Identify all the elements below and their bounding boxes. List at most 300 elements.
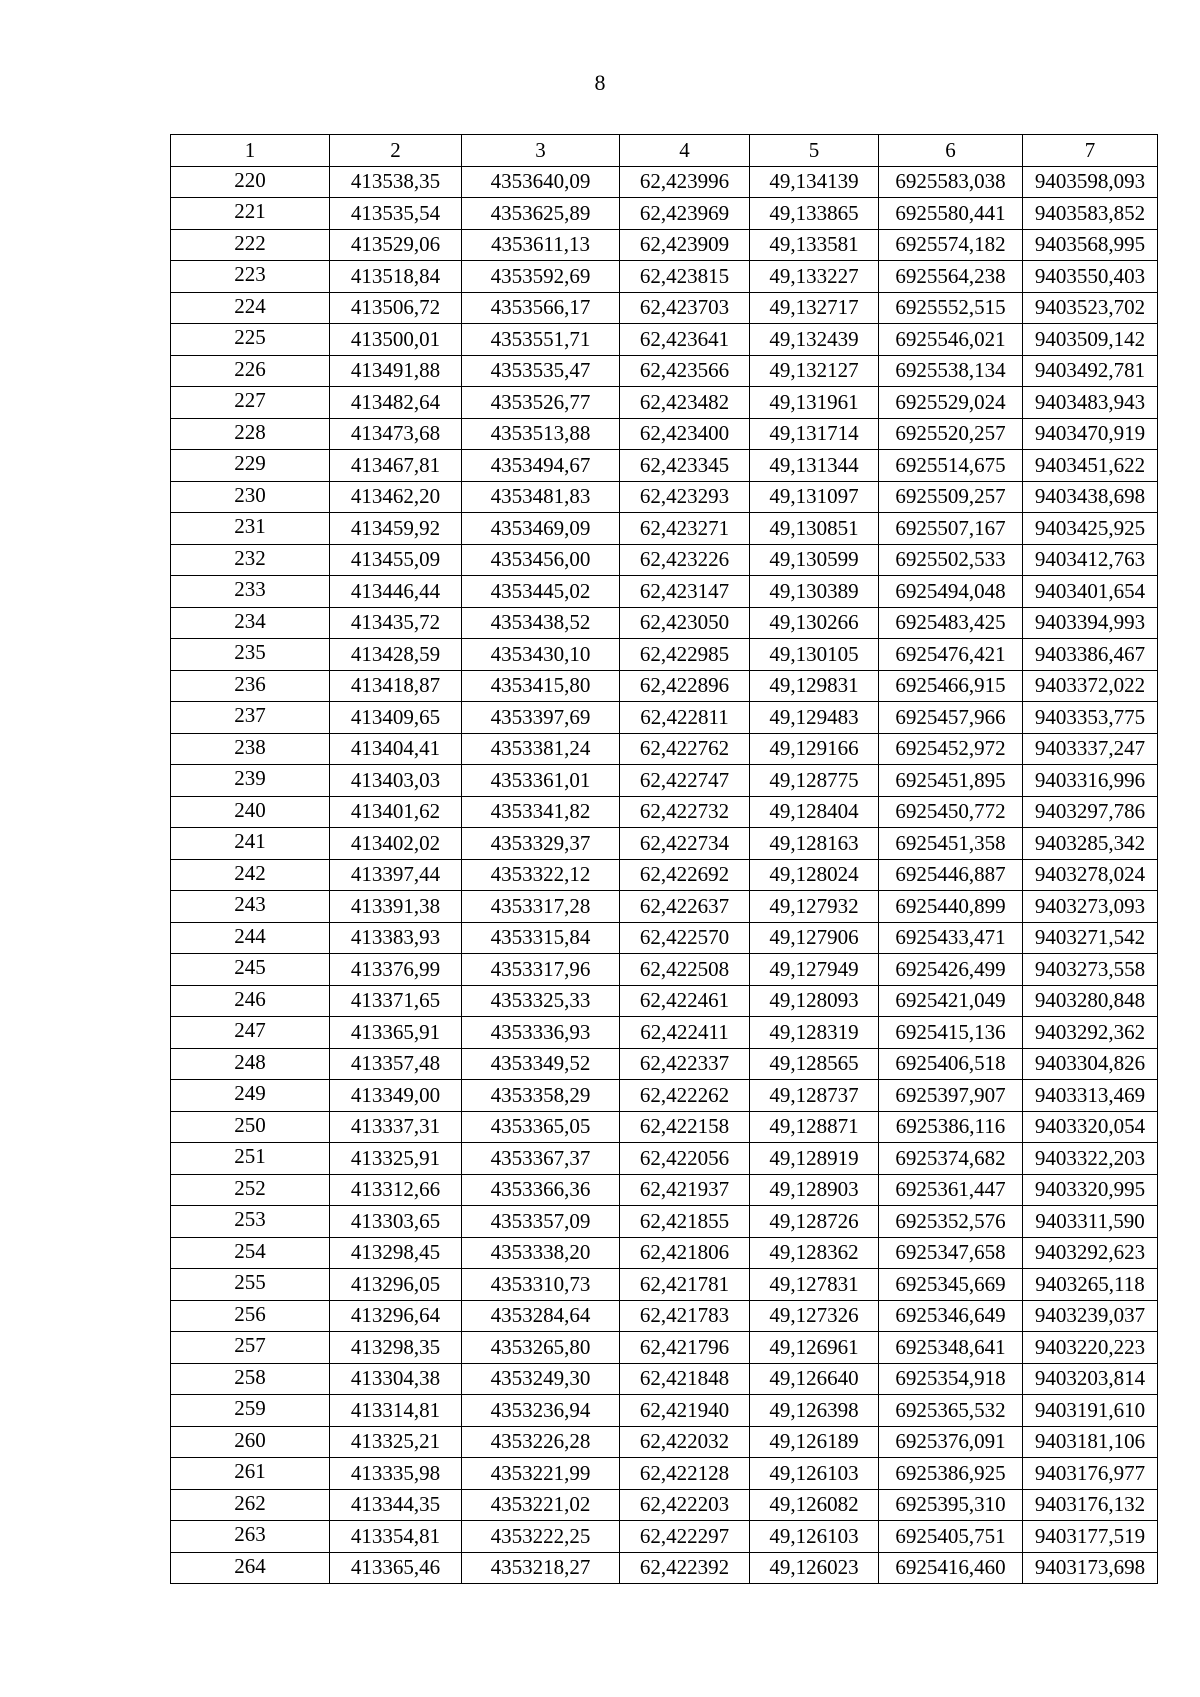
table-cell: 6925552,515 bbox=[879, 292, 1023, 324]
table-cell: 49,126961 bbox=[750, 1332, 879, 1364]
table-cell: 62,422128 bbox=[620, 1458, 750, 1490]
table-cell: 49,127949 bbox=[750, 954, 879, 986]
table-cell: 62,422732 bbox=[620, 796, 750, 828]
point-number-cell: 260 bbox=[171, 1426, 330, 1458]
table-cell: 4353611,13 bbox=[462, 229, 620, 261]
table-cell: 9403313,469 bbox=[1023, 1080, 1158, 1112]
point-number-cell: 248 bbox=[171, 1048, 330, 1080]
table-cell: 6925457,966 bbox=[879, 702, 1023, 734]
table-cell: 49,133581 bbox=[750, 229, 879, 261]
table-cell: 4353226,28 bbox=[462, 1426, 620, 1458]
column-header: 7 bbox=[1023, 135, 1158, 167]
table-cell: 9403285,342 bbox=[1023, 828, 1158, 860]
table-cell: 4353317,96 bbox=[462, 954, 620, 986]
table-cell: 62,422896 bbox=[620, 670, 750, 702]
point-number-cell: 225 bbox=[171, 324, 330, 356]
table-cell: 9403337,247 bbox=[1023, 733, 1158, 765]
table-cell: 9403191,610 bbox=[1023, 1395, 1158, 1427]
table-cell: 9403386,467 bbox=[1023, 639, 1158, 671]
point-number-cell: 261 bbox=[171, 1458, 330, 1490]
table-cell: 49,129483 bbox=[750, 702, 879, 734]
table-cell: 62,423996 bbox=[620, 166, 750, 198]
table-cell: 62,422262 bbox=[620, 1080, 750, 1112]
table-cell: 62,422056 bbox=[620, 1143, 750, 1175]
table-cell: 62,422392 bbox=[620, 1552, 750, 1584]
table-cell: 6925583,038 bbox=[879, 166, 1023, 198]
table-row bbox=[171, 607, 1158, 639]
table-cell: 62,422811 bbox=[620, 702, 750, 734]
table-cell: 413482,64 bbox=[330, 387, 462, 419]
table-cell: 6925450,772 bbox=[879, 796, 1023, 828]
table-cell: 6925546,021 bbox=[879, 324, 1023, 356]
point-number-cell: 259 bbox=[171, 1395, 330, 1427]
table-cell: 9403320,995 bbox=[1023, 1174, 1158, 1206]
table-cell: 4353341,82 bbox=[462, 796, 620, 828]
table-cell: 6925451,895 bbox=[879, 765, 1023, 797]
table-cell: 4353469,09 bbox=[462, 513, 620, 545]
table-row bbox=[171, 1174, 1158, 1206]
table-cell: 9403220,223 bbox=[1023, 1332, 1158, 1364]
table-cell: 4353366,36 bbox=[462, 1174, 620, 1206]
table-cell: 9403265,118 bbox=[1023, 1269, 1158, 1301]
table-cell: 6925415,136 bbox=[879, 1017, 1023, 1049]
table-cell: 413506,72 bbox=[330, 292, 462, 324]
table-cell: 6925421,049 bbox=[879, 985, 1023, 1017]
table-row bbox=[171, 1395, 1158, 1427]
table-cell: 62,422203 bbox=[620, 1489, 750, 1521]
table-cell: 62,421783 bbox=[620, 1300, 750, 1332]
table-cell: 6925346,649 bbox=[879, 1300, 1023, 1332]
table-row bbox=[171, 229, 1158, 261]
point-number-cell: 245 bbox=[171, 954, 330, 986]
table-cell: 6925345,669 bbox=[879, 1269, 1023, 1301]
table-cell: 6925514,675 bbox=[879, 450, 1023, 482]
table-cell: 9403353,775 bbox=[1023, 702, 1158, 734]
table-cell: 49,130266 bbox=[750, 607, 879, 639]
table-cell: 62,423293 bbox=[620, 481, 750, 513]
table-cell: 413335,98 bbox=[330, 1458, 462, 1490]
table-cell: 413371,65 bbox=[330, 985, 462, 1017]
table-cell: 9403583,852 bbox=[1023, 198, 1158, 230]
table-cell: 6925397,907 bbox=[879, 1080, 1023, 1112]
table-cell: 9403320,054 bbox=[1023, 1111, 1158, 1143]
table-cell: 413337,31 bbox=[330, 1111, 462, 1143]
point-number-cell: 257 bbox=[171, 1332, 330, 1364]
table-cell: 4353338,20 bbox=[462, 1237, 620, 1269]
table-cell: 6925452,972 bbox=[879, 733, 1023, 765]
table-cell: 4353526,77 bbox=[462, 387, 620, 419]
table-cell: 413365,46 bbox=[330, 1552, 462, 1584]
table-row bbox=[171, 922, 1158, 954]
table-cell: 413298,35 bbox=[330, 1332, 462, 1364]
table-row bbox=[171, 544, 1158, 576]
table-row bbox=[171, 733, 1158, 765]
table-cell: 413314,81 bbox=[330, 1395, 462, 1427]
table-row bbox=[171, 292, 1158, 324]
table-row bbox=[171, 1458, 1158, 1490]
table-cell: 4353513,88 bbox=[462, 418, 620, 450]
table-cell: 6925574,182 bbox=[879, 229, 1023, 261]
table-cell: 49,132439 bbox=[750, 324, 879, 356]
table-cell: 49,132717 bbox=[750, 292, 879, 324]
table-row bbox=[171, 891, 1158, 923]
table-row bbox=[171, 765, 1158, 797]
table-cell: 413383,93 bbox=[330, 922, 462, 954]
table-cell: 413459,92 bbox=[330, 513, 462, 545]
point-number-cell: 247 bbox=[171, 1017, 330, 1049]
table-cell: 9403451,622 bbox=[1023, 450, 1158, 482]
table-row bbox=[171, 985, 1158, 1017]
coordinates-table bbox=[170, 134, 1158, 1584]
table-row bbox=[171, 1111, 1158, 1143]
table-cell: 9403372,022 bbox=[1023, 670, 1158, 702]
table-cell: 4353222,25 bbox=[462, 1521, 620, 1553]
table-cell: 49,127831 bbox=[750, 1269, 879, 1301]
table-cell: 6925509,257 bbox=[879, 481, 1023, 513]
table-cell: 9403425,925 bbox=[1023, 513, 1158, 545]
point-number-cell: 253 bbox=[171, 1206, 330, 1238]
point-number-cell: 231 bbox=[171, 513, 330, 545]
table-row bbox=[171, 481, 1158, 513]
table-cell: 4353438,52 bbox=[462, 607, 620, 639]
table-cell: 49,130105 bbox=[750, 639, 879, 671]
table-cell: 9403394,993 bbox=[1023, 607, 1158, 639]
point-number-cell: 223 bbox=[171, 261, 330, 293]
table-cell: 413296,05 bbox=[330, 1269, 462, 1301]
table-cell: 413298,45 bbox=[330, 1237, 462, 1269]
table-row bbox=[171, 1332, 1158, 1364]
table-cell: 413535,54 bbox=[330, 198, 462, 230]
table-cell: 413397,44 bbox=[330, 859, 462, 891]
table-cell: 413376,99 bbox=[330, 954, 462, 986]
table-cell: 9403598,093 bbox=[1023, 166, 1158, 198]
table-cell: 413344,35 bbox=[330, 1489, 462, 1521]
table-cell: 6925507,167 bbox=[879, 513, 1023, 545]
table-cell: 62,423400 bbox=[620, 418, 750, 450]
table-cell: 4353456,00 bbox=[462, 544, 620, 576]
table-cell: 49,128404 bbox=[750, 796, 879, 828]
point-number-cell: 243 bbox=[171, 891, 330, 923]
table-cell: 62,423641 bbox=[620, 324, 750, 356]
table-cell: 49,128871 bbox=[750, 1111, 879, 1143]
table-cell: 9403176,977 bbox=[1023, 1458, 1158, 1490]
table-cell: 62,422158 bbox=[620, 1111, 750, 1143]
table-cell: 4353535,47 bbox=[462, 355, 620, 387]
table-cell: 4353322,12 bbox=[462, 859, 620, 891]
table-cell: 4353494,67 bbox=[462, 450, 620, 482]
table-cell: 413296,64 bbox=[330, 1300, 462, 1332]
table-cell: 413473,68 bbox=[330, 418, 462, 450]
column-header: 6 bbox=[879, 135, 1023, 167]
table-cell: 49,129166 bbox=[750, 733, 879, 765]
table-cell: 413500,01 bbox=[330, 324, 462, 356]
table-cell: 6925483,425 bbox=[879, 607, 1023, 639]
table-cell: 413435,72 bbox=[330, 607, 462, 639]
table-cell: 6925406,518 bbox=[879, 1048, 1023, 1080]
table-cell: 49,128024 bbox=[750, 859, 879, 891]
table-cell: 9403297,786 bbox=[1023, 796, 1158, 828]
table-cell: 9403203,814 bbox=[1023, 1363, 1158, 1395]
table-cell: 6925376,091 bbox=[879, 1426, 1023, 1458]
table-cell: 413402,02 bbox=[330, 828, 462, 860]
table-cell: 4353361,01 bbox=[462, 765, 620, 797]
table-cell: 6925347,658 bbox=[879, 1237, 1023, 1269]
table-cell: 6925529,024 bbox=[879, 387, 1023, 419]
table-cell: 49,129831 bbox=[750, 670, 879, 702]
table-cell: 49,126640 bbox=[750, 1363, 879, 1395]
table-cell: 9403173,698 bbox=[1023, 1552, 1158, 1584]
table-cell: 49,126082 bbox=[750, 1489, 879, 1521]
table-cell: 6925354,918 bbox=[879, 1363, 1023, 1395]
table-cell: 4353551,71 bbox=[462, 324, 620, 356]
table-cell: 49,128319 bbox=[750, 1017, 879, 1049]
table-cell: 62,422734 bbox=[620, 828, 750, 860]
table-row bbox=[171, 1017, 1158, 1049]
table-cell: 9403239,037 bbox=[1023, 1300, 1158, 1332]
table-cell: 62,423566 bbox=[620, 355, 750, 387]
table-row bbox=[171, 261, 1158, 293]
table-row bbox=[171, 1237, 1158, 1269]
table-cell: 62,422337 bbox=[620, 1048, 750, 1080]
table-row bbox=[171, 450, 1158, 482]
table-cell: 49,127906 bbox=[750, 922, 879, 954]
table-row bbox=[171, 1552, 1158, 1584]
point-number-cell: 222 bbox=[171, 229, 330, 261]
table-cell: 413325,21 bbox=[330, 1426, 462, 1458]
table-cell: 4353284,64 bbox=[462, 1300, 620, 1332]
table-cell: 413312,66 bbox=[330, 1174, 462, 1206]
table-cell: 9403523,702 bbox=[1023, 292, 1158, 324]
table-cell: 49,126023 bbox=[750, 1552, 879, 1584]
table-row bbox=[171, 355, 1158, 387]
table-cell: 9403509,142 bbox=[1023, 324, 1158, 356]
table-cell: 9403568,995 bbox=[1023, 229, 1158, 261]
table-row bbox=[171, 1143, 1158, 1175]
point-number-cell: 264 bbox=[171, 1552, 330, 1584]
table-cell: 413518,84 bbox=[330, 261, 462, 293]
table-cell: 413462,20 bbox=[330, 481, 462, 513]
table-cell: 9403273,558 bbox=[1023, 954, 1158, 986]
table-header-row bbox=[171, 135, 1158, 167]
table-cell: 6925433,471 bbox=[879, 922, 1023, 954]
table-cell: 6925466,915 bbox=[879, 670, 1023, 702]
point-number-cell: 234 bbox=[171, 607, 330, 639]
table-cell: 413491,88 bbox=[330, 355, 462, 387]
table-cell: 9403311,590 bbox=[1023, 1206, 1158, 1238]
table-cell: 9403412,763 bbox=[1023, 544, 1158, 576]
table-cell: 49,128726 bbox=[750, 1206, 879, 1238]
table-cell: 9403271,542 bbox=[1023, 922, 1158, 954]
table-cell: 4353381,24 bbox=[462, 733, 620, 765]
table-cell: 6925580,441 bbox=[879, 198, 1023, 230]
table-cell: 9403181,106 bbox=[1023, 1426, 1158, 1458]
point-number-cell: 255 bbox=[171, 1269, 330, 1301]
table-cell: 413325,91 bbox=[330, 1143, 462, 1175]
table-cell: 6925476,421 bbox=[879, 639, 1023, 671]
table-row bbox=[171, 1489, 1158, 1521]
point-number-cell: 232 bbox=[171, 544, 330, 576]
table-cell: 62,423909 bbox=[620, 229, 750, 261]
point-number-cell: 238 bbox=[171, 733, 330, 765]
table-cell: 9403470,919 bbox=[1023, 418, 1158, 450]
table-cell: 62,421855 bbox=[620, 1206, 750, 1238]
table-row bbox=[171, 513, 1158, 545]
table-cell: 4353367,37 bbox=[462, 1143, 620, 1175]
point-number-cell: 228 bbox=[171, 418, 330, 450]
table-cell: 49,131961 bbox=[750, 387, 879, 419]
table-cell: 4353249,30 bbox=[462, 1363, 620, 1395]
table-cell: 6925451,358 bbox=[879, 828, 1023, 860]
table-cell: 4353358,29 bbox=[462, 1080, 620, 1112]
table-cell: 413409,65 bbox=[330, 702, 462, 734]
table-row bbox=[171, 1300, 1158, 1332]
table-cell: 6925502,533 bbox=[879, 544, 1023, 576]
table-cell: 413303,65 bbox=[330, 1206, 462, 1238]
table-cell: 49,128903 bbox=[750, 1174, 879, 1206]
table-cell: 4353336,93 bbox=[462, 1017, 620, 1049]
table-cell: 62,423815 bbox=[620, 261, 750, 293]
table-cell: 413403,03 bbox=[330, 765, 462, 797]
table-cell: 4353317,28 bbox=[462, 891, 620, 923]
table-cell: 49,130599 bbox=[750, 544, 879, 576]
table-cell: 49,128163 bbox=[750, 828, 879, 860]
table-row bbox=[171, 1363, 1158, 1395]
table-cell: 49,127932 bbox=[750, 891, 879, 923]
table-row bbox=[171, 1048, 1158, 1080]
table-cell: 413538,35 bbox=[330, 166, 462, 198]
table-row bbox=[171, 1080, 1158, 1112]
table-cell: 4353430,10 bbox=[462, 639, 620, 671]
table-row bbox=[171, 324, 1158, 356]
point-number-cell: 236 bbox=[171, 670, 330, 702]
table-cell: 49,131714 bbox=[750, 418, 879, 450]
table-cell: 62,421806 bbox=[620, 1237, 750, 1269]
table-cell: 4353218,27 bbox=[462, 1552, 620, 1584]
table-cell: 413391,38 bbox=[330, 891, 462, 923]
table-cell: 413428,59 bbox=[330, 639, 462, 671]
point-number-cell: 246 bbox=[171, 985, 330, 1017]
table-row bbox=[171, 1426, 1158, 1458]
table-cell: 62,421781 bbox=[620, 1269, 750, 1301]
point-number-cell: 237 bbox=[171, 702, 330, 734]
table-cell: 62,422508 bbox=[620, 954, 750, 986]
table-cell: 49,128565 bbox=[750, 1048, 879, 1080]
table-cell: 6925494,048 bbox=[879, 576, 1023, 608]
table-cell: 49,126103 bbox=[750, 1521, 879, 1553]
table-cell: 9403273,093 bbox=[1023, 891, 1158, 923]
point-number-cell: 241 bbox=[171, 828, 330, 860]
table-cell: 62,422411 bbox=[620, 1017, 750, 1049]
point-number-cell: 240 bbox=[171, 796, 330, 828]
table-cell: 4353592,69 bbox=[462, 261, 620, 293]
table-cell: 62,423226 bbox=[620, 544, 750, 576]
table-cell: 62,422570 bbox=[620, 922, 750, 954]
table-cell: 6925374,682 bbox=[879, 1143, 1023, 1175]
table-cell: 4353445,02 bbox=[462, 576, 620, 608]
point-number-cell: 226 bbox=[171, 355, 330, 387]
table-row bbox=[171, 954, 1158, 986]
table-cell: 6925386,925 bbox=[879, 1458, 1023, 1490]
point-number-cell: 235 bbox=[171, 639, 330, 671]
column-header: 4 bbox=[620, 135, 750, 167]
page-number: 8 bbox=[594, 70, 606, 95]
table-body bbox=[171, 166, 1158, 1584]
table-cell: 6925348,641 bbox=[879, 1332, 1023, 1364]
point-number-cell: 252 bbox=[171, 1174, 330, 1206]
table-row bbox=[171, 198, 1158, 230]
table-cell: 413401,62 bbox=[330, 796, 462, 828]
table-cell: 4353625,89 bbox=[462, 198, 620, 230]
table-cell: 413446,44 bbox=[330, 576, 462, 608]
table-cell: 49,128775 bbox=[750, 765, 879, 797]
table-cell: 4353640,09 bbox=[462, 166, 620, 198]
table-cell: 6925361,447 bbox=[879, 1174, 1023, 1206]
table-cell: 62,422297 bbox=[620, 1521, 750, 1553]
table-cell: 9403304,826 bbox=[1023, 1048, 1158, 1080]
table-row bbox=[171, 576, 1158, 608]
point-number-cell: 250 bbox=[171, 1111, 330, 1143]
point-number-cell: 233 bbox=[171, 576, 330, 608]
point-number-cell: 254 bbox=[171, 1237, 330, 1269]
table-cell: 49,126189 bbox=[750, 1426, 879, 1458]
table-cell: 49,133865 bbox=[750, 198, 879, 230]
table-cell: 6925405,751 bbox=[879, 1521, 1023, 1553]
table-cell: 413455,09 bbox=[330, 544, 462, 576]
table-cell: 6925446,887 bbox=[879, 859, 1023, 891]
table-row bbox=[171, 166, 1158, 198]
table-cell: 4353221,99 bbox=[462, 1458, 620, 1490]
table-cell: 9403401,654 bbox=[1023, 576, 1158, 608]
table-cell: 413354,81 bbox=[330, 1521, 462, 1553]
table-cell: 62,422747 bbox=[620, 765, 750, 797]
table-cell: 49,130851 bbox=[750, 513, 879, 545]
point-number-cell: 244 bbox=[171, 922, 330, 954]
table-cell: 49,132127 bbox=[750, 355, 879, 387]
table-cell: 9403438,698 bbox=[1023, 481, 1158, 513]
table-cell: 62,423345 bbox=[620, 450, 750, 482]
point-number-cell: 258 bbox=[171, 1363, 330, 1395]
table-cell: 62,421937 bbox=[620, 1174, 750, 1206]
table-cell: 413418,87 bbox=[330, 670, 462, 702]
table-row bbox=[171, 418, 1158, 450]
table-cell: 62,422762 bbox=[620, 733, 750, 765]
column-header: 3 bbox=[462, 135, 620, 167]
table-cell: 9403177,519 bbox=[1023, 1521, 1158, 1553]
table-cell: 6925386,116 bbox=[879, 1111, 1023, 1143]
table-cell: 6925426,499 bbox=[879, 954, 1023, 986]
table-cell: 9403278,024 bbox=[1023, 859, 1158, 891]
table-cell: 62,422692 bbox=[620, 859, 750, 891]
table-cell: 413467,81 bbox=[330, 450, 462, 482]
table-cell: 4353349,52 bbox=[462, 1048, 620, 1080]
table-cell: 6925416,460 bbox=[879, 1552, 1023, 1584]
table-cell: 9403292,623 bbox=[1023, 1237, 1158, 1269]
point-number-cell: 239 bbox=[171, 765, 330, 797]
table-cell: 9403316,996 bbox=[1023, 765, 1158, 797]
table-row bbox=[171, 828, 1158, 860]
table-cell: 6925538,134 bbox=[879, 355, 1023, 387]
table-cell: 4353365,05 bbox=[462, 1111, 620, 1143]
table-cell: 62,423703 bbox=[620, 292, 750, 324]
column-header: 1 bbox=[171, 135, 330, 167]
table-cell: 49,128919 bbox=[750, 1143, 879, 1175]
table-cell: 62,423969 bbox=[620, 198, 750, 230]
table-cell: 413365,91 bbox=[330, 1017, 462, 1049]
table-cell: 413404,41 bbox=[330, 733, 462, 765]
point-number-cell: 224 bbox=[171, 292, 330, 324]
table-cell: 9403292,362 bbox=[1023, 1017, 1158, 1049]
point-number-cell: 251 bbox=[171, 1143, 330, 1175]
